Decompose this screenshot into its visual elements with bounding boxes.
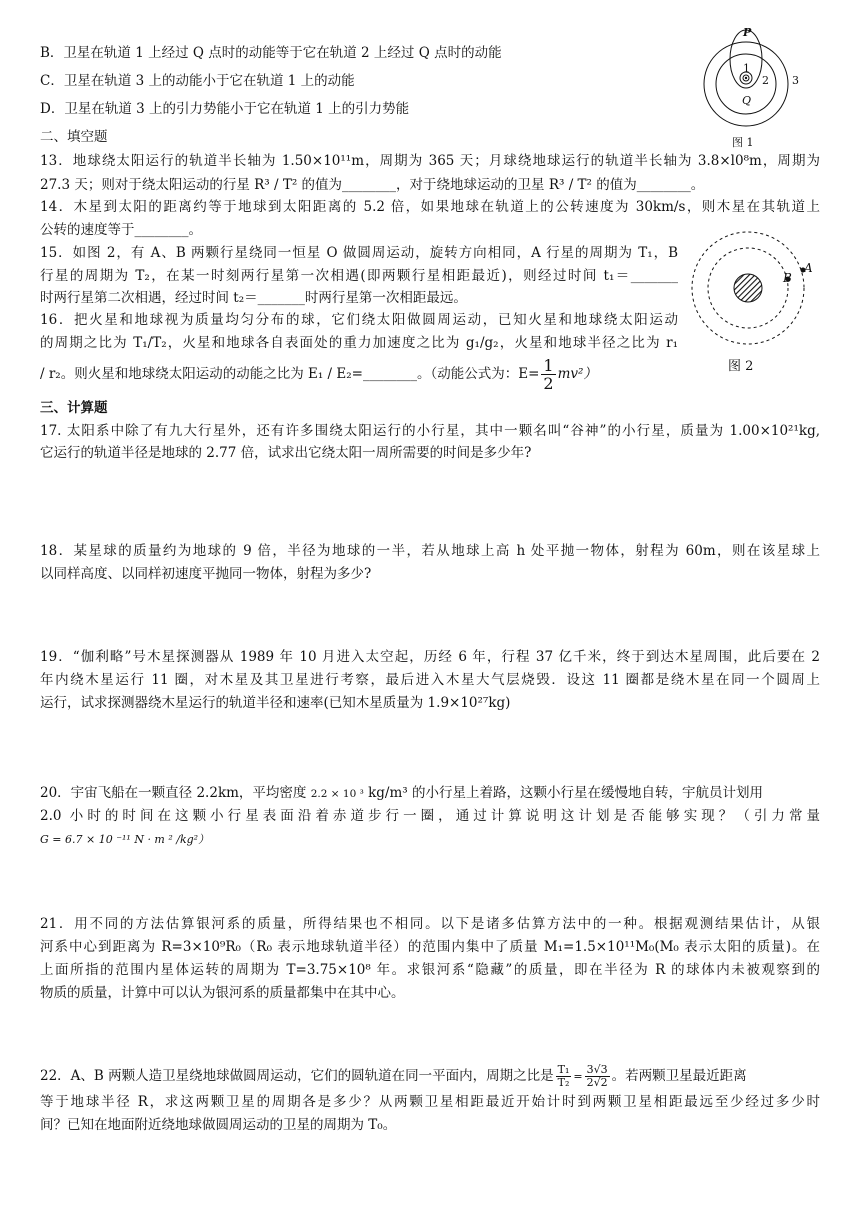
- q22-line-1: [40, 1064, 747, 1089]
- q22-line-1-text: 22．A、B 两颗人造卫星绕地球做圆周运动，它们的圆轨道在同一平面内，周期之比是: [40, 1068, 554, 1084]
- q16-line-2: 的周期之比为 T₁/T₂，火星和地球各自表面处的重力加速度之比为 g₁/g₂，火星和地球半径之比为 r₁: [40, 335, 678, 351]
- orbit-2-label: 2: [762, 74, 769, 87]
- option-b: B．卫星在轨道 1 上经过 Q 点时的动能等于它在轨道 2 上经过 Q 点时的动能: [40, 45, 502, 61]
- figure-1-caption: 图 1: [732, 136, 754, 149]
- orbit-3-label: 3: [792, 74, 799, 87]
- figure-2-caption: 图 2: [728, 359, 754, 374]
- q21-line-1: 21．用不同的方法估算银河系的质量，所得结果也不相同。以下是诸多估算方法中的一种。根据观测结果估计，从银: [40, 916, 820, 932]
- q21-line-2: 河系中心到距离为 R=3×10⁹R₀（R₀ 表示地球轨道半径）的范围内集中了质量 M₁=1.5×10¹¹M₀(M₀ 表示太阳的质量)。在: [40, 939, 820, 955]
- orbit-diagram-2: [688, 228, 814, 348]
- planet-a-label: A: [804, 261, 813, 275]
- q22-line-1-end: 。若两颗卫星最近距离: [611, 1068, 747, 1084]
- q16-line-3-text: / r₂。则火星和地球绕太阳运动的动能之比为 E₁ / E₂=________。（动能公式为：E=: [40, 366, 540, 382]
- planet-b-label: B: [783, 271, 792, 285]
- section-fill-heading: 二、填空题: [40, 129, 108, 145]
- ratio-denominator: T₂: [557, 1076, 570, 1089]
- kinetic-energy-fraction: [541, 357, 555, 392]
- q19-line-3: 运行，试求探测器绕木星运行的轨道半径和速率(已知木星质量为 1.9×10²⁷kg): [40, 695, 511, 711]
- fraction-numerator: 1: [543, 356, 554, 375]
- q14-line-2: 公转的速度等于________。: [40, 222, 202, 238]
- q14-line-1: 14．木星到太阳的距离约等于地球到太阳距离的 5.2 倍，如果地球在轨道上的公转速度为 30km/s，则木星在其轨道上: [40, 199, 820, 215]
- figure-2-orbits: [688, 228, 814, 378]
- point-q-label: Q: [742, 94, 752, 107]
- q16-line-3: [40, 357, 597, 392]
- option-d: D．卫星在轨道 3 上的引力势能小于它在轨道 1 上的引力势能: [40, 101, 410, 117]
- gravity-constant: G = 6.7 × 10 ⁻¹¹ N · m ² /kg²）: [40, 833, 210, 846]
- q17-line-2: 它运行的轨道半径是地球的 2.77 倍，试求出它绕太阳一周所需要的时间是多少年?: [40, 445, 532, 461]
- q22-line-2: 等于地球半径 R，求这两颗卫星的周期各是多少？从两颗卫星相距最近开始计时到两颗卫星相距最远至少经过多少时: [40, 1094, 820, 1110]
- ratio-equals: =: [573, 1070, 583, 1083]
- q18-line-1: 18．某星球的质量约为地球的 9 倍，半径为地球的一半，若从地球上高 h 处平抛一物体，射程为 60m，则在该星球上: [40, 543, 820, 559]
- q16-line-1: 16．把火星和地球视为质量均匀分布的球，它们绕太阳做圆周运动，已知火星和地球绕太阳运动: [40, 312, 678, 328]
- q19-line-2: 年内绕木星运行 11 圈，对木星及其卫星进行考察，最后进入木星大气层烧毁．设这 11 圈都是绕木星在同一个圆周上: [40, 672, 820, 688]
- q19-line-1: 19．“伽利略”号木星探测器从 1989 年 10 月进入太空起，历经 6 年，行程 37 亿千米，终于到达木星周围，此后要在 2: [40, 649, 820, 665]
- ratio-value-fraction: [585, 1064, 610, 1089]
- q15-line-3: 时两行星第二次相遇，经过时间 t₂＝_______时两行星第一次相距最远。: [40, 290, 467, 306]
- period-ratio-fraction: [556, 1064, 572, 1089]
- q13-line-1: 13．地球绕太阳运行的轨道半长轴为 1.50×10¹¹m，周期为 365 天；月球绕地球运行的轨道半长轴为 3.8×l0⁸m，周期为: [40, 153, 820, 169]
- q21-line-4: 物质的质量，计算中可以认为银河系的质量都集中在其中心。: [40, 985, 405, 1001]
- figure-1-orbits: [700, 26, 810, 149]
- q17-line-1: 17. 太阳系中除了有九大行星外，还有许多围绕太阳运行的小行星，其中一颗名叫“谷神”的小行星，质量为 1.00×10²¹kg,: [40, 423, 820, 439]
- q13-line-2: 27.3 天；则对于绕太阳运动的行星 R³ / T² 的值为________，对于绕地球运动的卫星 R³ / T² 的值为________。: [40, 177, 705, 193]
- q21-line-3: 上面所指的范围内星体运转的周期为 T=3.75×10⁸ 年。求银河系“隐藏”的质量，即在半径为 R 的球体内未被观察到的: [40, 962, 820, 978]
- fraction-denominator: 2: [543, 374, 554, 393]
- q20-line-1-text: 20．宇宙飞船在一颗直径 2.2km，平均密度: [40, 785, 311, 801]
- q18-line-2: 以同样高度、以同样初速度平抛同一物体，射程为多少?: [40, 566, 372, 582]
- q15-line-1: 15．如图 2，有 A、B 两颗行星绕同一恒星 O 做圆周运动，旋转方向相同，A 行星的周期为 T₁，B: [40, 245, 678, 261]
- q16-line-3-end: mv²）: [557, 366, 597, 382]
- orbit-1-label: 1: [743, 62, 750, 75]
- ratio-numerator: T₁: [557, 1063, 570, 1076]
- q15-line-2: 行星的周期为 T₂，在某一时刻两行星第一次相遇(即两颗行星相距最近)，则经过时间 t₁＝_______: [40, 268, 678, 284]
- section-calc-heading: 三、计算题: [40, 400, 108, 416]
- q20-line-2: 2.0 小时的时间在这颗小行星表面沿着赤道步行一圈，通过计算说明这计划是否能够实现？（引力常量: [40, 808, 820, 824]
- value-denominator: 2√2: [586, 1076, 608, 1089]
- point-p-label: P: [743, 26, 752, 39]
- value-numerator: 3√3: [586, 1063, 608, 1076]
- option-c: C．卫星在轨道 3 上的动能小于它在轨道 1 上的动能: [40, 73, 355, 89]
- q22-line-3: 间？已知在地面附近绕地球做圆周运动的卫星的周期为 T₀。: [40, 1117, 397, 1133]
- density-value: 2.2 × 10 ³: [310, 788, 364, 800]
- q20-line-1-end: kg/m³ 的小行星上着路，这颗小行星在缓慢地自转，宇航员计划用: [363, 785, 763, 801]
